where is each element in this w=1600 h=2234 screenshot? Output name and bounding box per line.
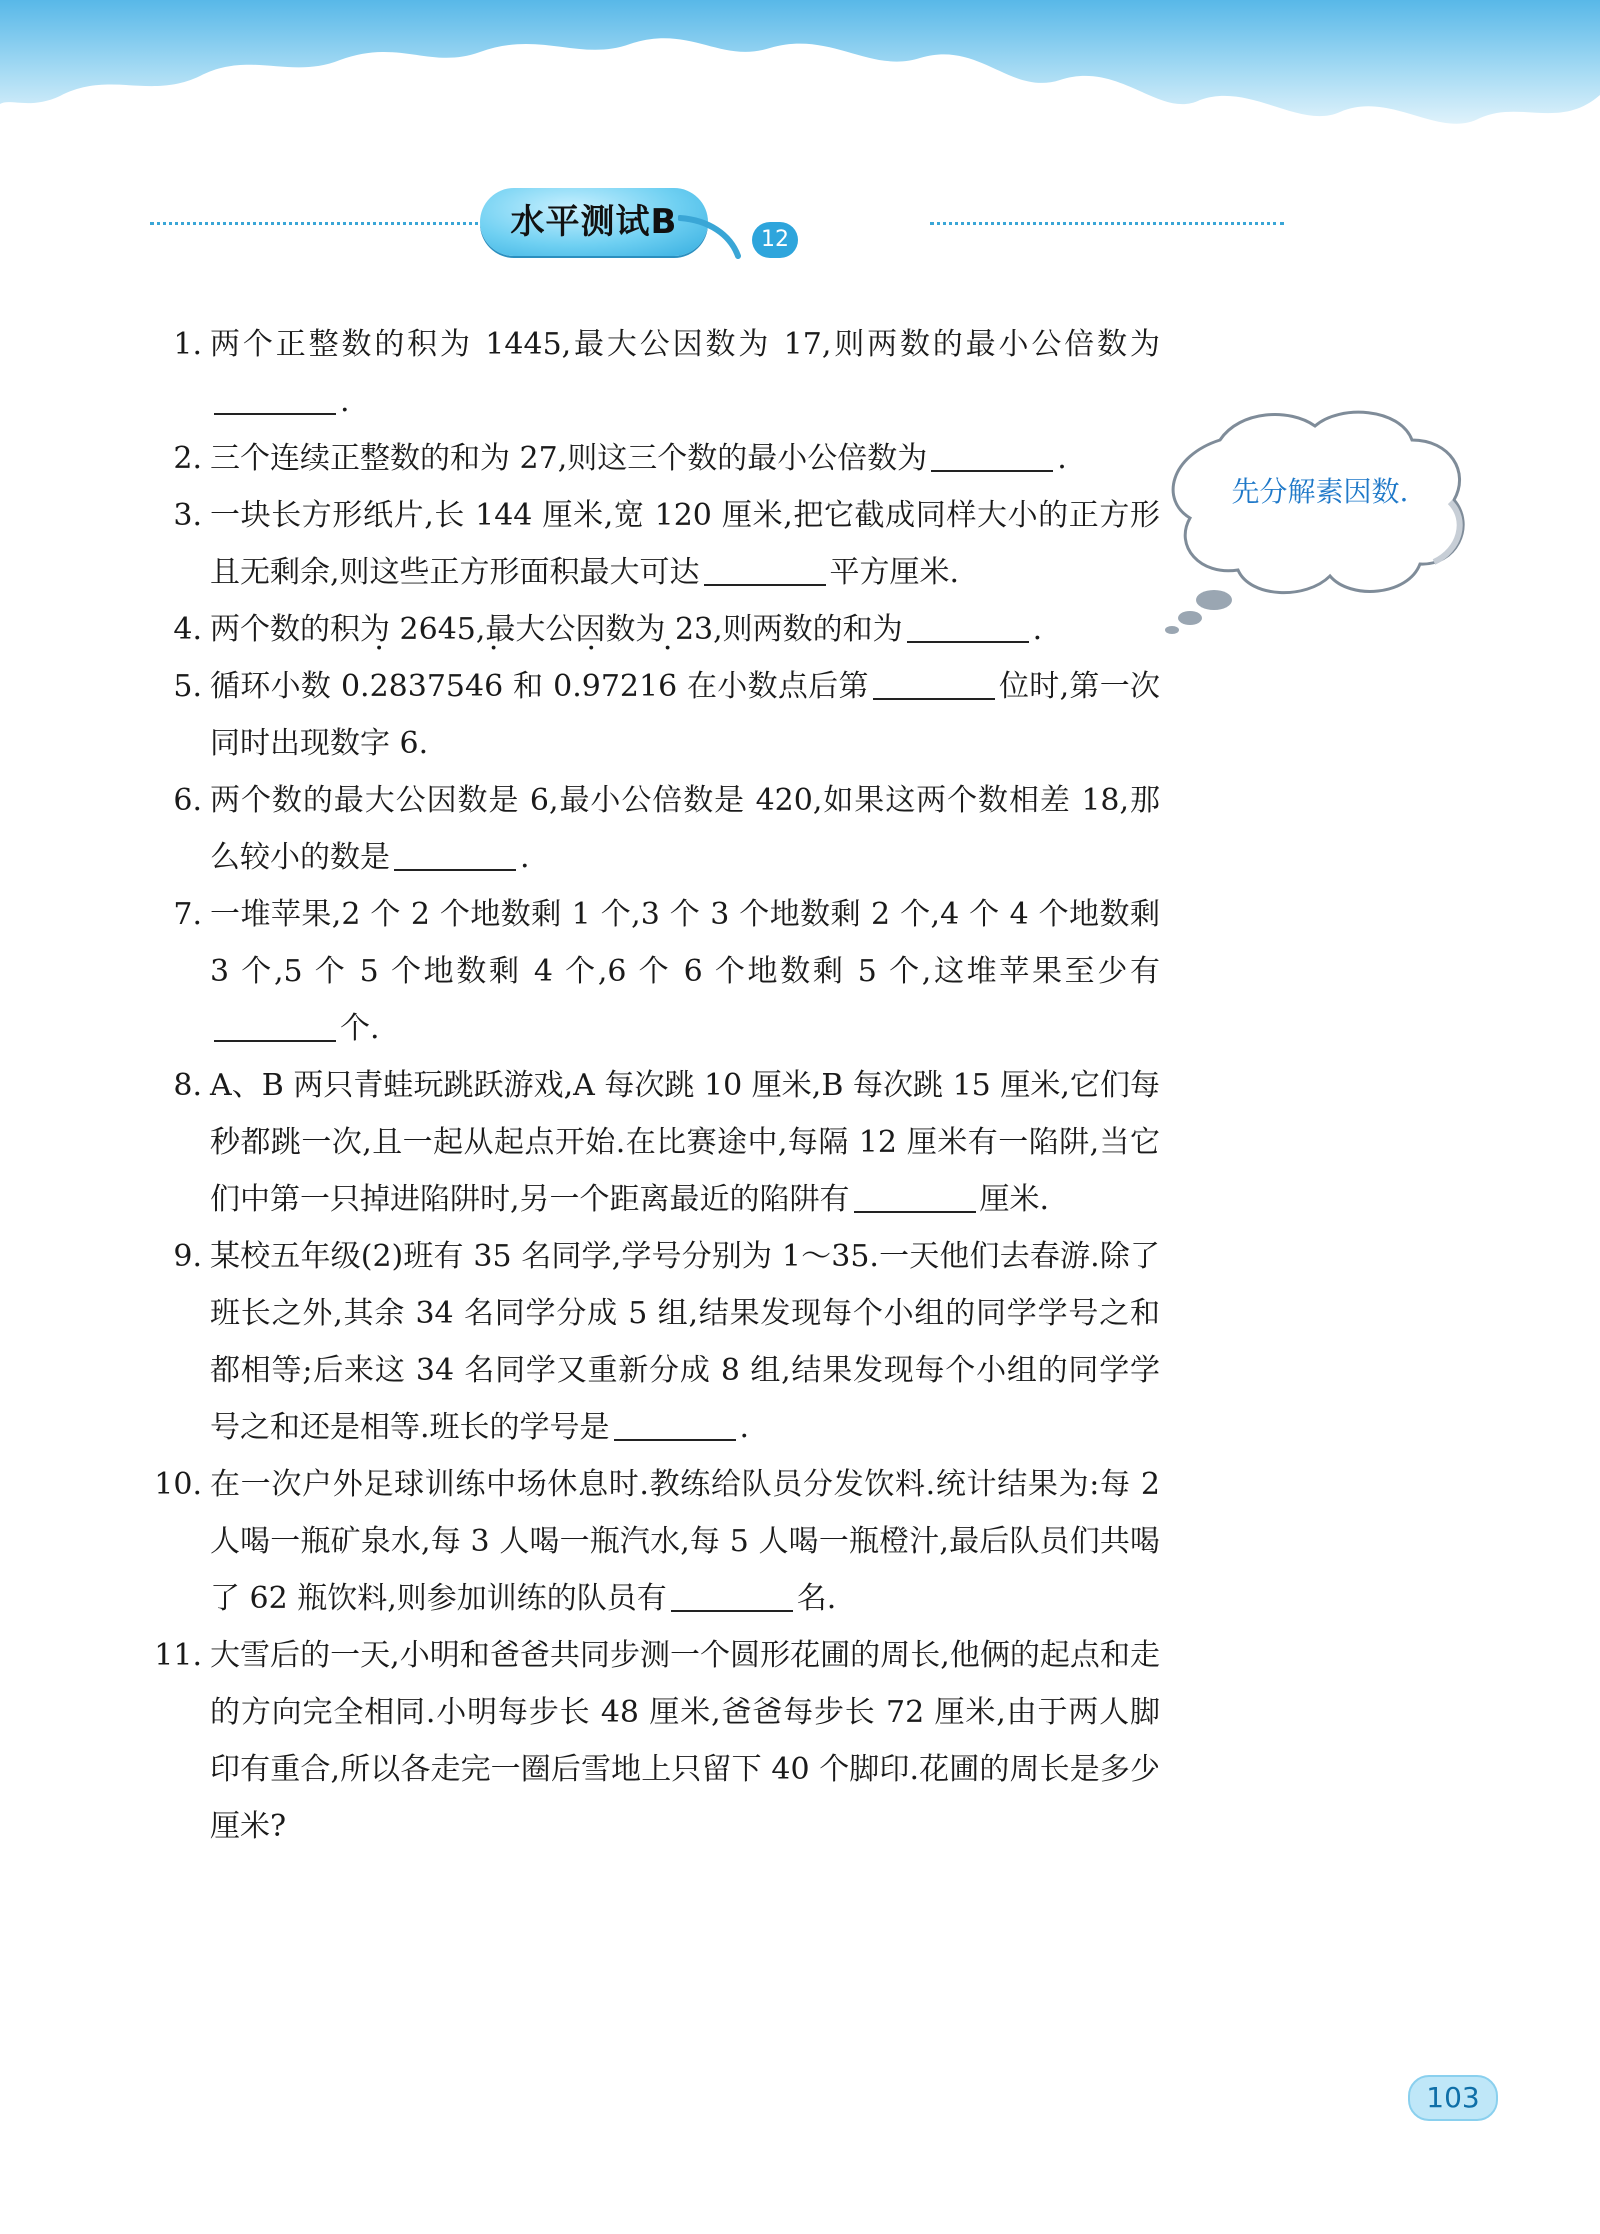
answer-blank[interactable] bbox=[854, 1181, 976, 1213]
dotted-rule-right bbox=[930, 222, 1284, 225]
repeating-digit: · 9 bbox=[582, 658, 601, 715]
chapter-number-badge: 12 bbox=[752, 222, 798, 258]
hint-text: 先分解素因数. bbox=[1231, 475, 1409, 508]
repeating-digit: · 6 bbox=[658, 658, 677, 715]
section-title: 水平测试B bbox=[480, 188, 708, 256]
problem-number: 4. bbox=[173, 612, 202, 647]
problem-number: 11. bbox=[154, 1638, 202, 1673]
problem-number: 5. bbox=[173, 669, 202, 704]
problem-number: 3. bbox=[173, 498, 202, 533]
problem-number: 1. bbox=[173, 327, 202, 362]
problem-text: 一堆苹果,2 个 2 个地数剩 1 个,3 个 3 个地数剩 2 个,4 个 4 个地数剩 3 个,5 个 5 个地数剩 4 个,6 个 6 个地数剩 5 个,这堆苹果至少有个. bbox=[210, 897, 1160, 1046]
answer-blank[interactable] bbox=[704, 554, 826, 586]
problem-item bbox=[150, 658, 1160, 772]
answer-blank[interactable] bbox=[214, 1010, 336, 1042]
problem-item bbox=[150, 601, 1160, 658]
answer-blank[interactable] bbox=[214, 383, 336, 415]
problem-item bbox=[150, 1627, 1160, 1855]
problem-number: 7. bbox=[173, 897, 202, 932]
answer-blank[interactable] bbox=[907, 611, 1029, 643]
problem-text: 在一次户外足球训练中场休息时.教练给队员分发饮料.统计结果为:每 2 人喝一瓶矿泉水,每 3 人喝一瓶汽水,每 5 人喝一瓶橙汁,最后队员们共喝了 62 瓶饮料,则参加训练的队员有 名. bbox=[210, 1467, 1160, 1616]
page-number: 103 bbox=[1408, 2075, 1498, 2121]
answer-blank[interactable] bbox=[873, 668, 995, 700]
problem-item bbox=[150, 772, 1160, 886]
answer-blank[interactable] bbox=[931, 440, 1053, 472]
repeating-digit: · 6 bbox=[484, 658, 503, 715]
problem-item bbox=[150, 487, 1160, 601]
problem-number: 2. bbox=[173, 441, 202, 476]
swoosh-arrow-icon bbox=[678, 210, 748, 266]
problem-text: 某校五年级(2)班有 35 名同学,学号分别为 1～35.一天他们去春游.除了班长之外,其余 34 名同学分成 5 组,结果发现每个小组的同学学号之和都相等;后来这 34 名同学又重新分成 8 组,结果发现每个小组的同学学号之和还是相等.班长的学号是 . bbox=[210, 1239, 1160, 1445]
problem-item bbox=[150, 316, 1160, 430]
problem-number: 10. bbox=[154, 1467, 202, 1502]
answer-blank[interactable] bbox=[671, 1580, 793, 1612]
problem-text: 两个数的积为 2645,最大公因数为 23,则两数的和为 . bbox=[210, 612, 1043, 647]
problem-text: 一块长方形纸片,长 144 厘米,宽 120 厘米,把它截成同样大小的正方形且无剩余,则这些正方形面积最大可达 平方厘米. bbox=[210, 498, 1160, 590]
thought-bubble-icon bbox=[1150, 400, 1480, 640]
problem-text: 循环小数 0.· 283754· 6 和 0.· 9721· 6 在小数点后第 位时,第一次同时出现数字 6. bbox=[210, 658, 1160, 772]
problem-number: 8. bbox=[173, 1068, 202, 1103]
problem-number: 9. bbox=[173, 1239, 202, 1274]
problem-text: 两个数的最大公因数是 6,最小公倍数是 420,如果这两个数相差 18,那么较小的数是 . bbox=[210, 783, 1160, 875]
problem-item bbox=[150, 430, 1160, 487]
problem-item bbox=[150, 1228, 1160, 1456]
answer-blank[interactable] bbox=[394, 839, 516, 871]
problem-text: 大雪后的一天,小明和爸爸共同步测一个圆形花圃的周长,他俩的起点和走的方向完全相同.小明每步长 48 厘米,爸爸每步长 72 厘米,由于两人脚印有重合,所以各走完一圈后雪地上只留下 40 个脚印.花圃的周长是多少厘米? bbox=[210, 1638, 1160, 1844]
answer-blank[interactable] bbox=[614, 1409, 736, 1441]
problem-item bbox=[150, 1456, 1160, 1627]
section-header bbox=[140, 180, 1150, 270]
problem-text: A、B 两只青蛙玩跳跃游戏,A 每次跳 10 厘米,B 每次跳 15 厘米,它们每秒都跳一次,且一起从起点开始.在比赛途中,每隔 12 厘米有一陷阱,当它们中第一只掉进陷阱时,另一个距离最近的陷阱有 厘米. bbox=[210, 1068, 1160, 1217]
problem-text: 两个正整数的积为 1445,最大公因数为 17,则两数的最小公倍数为. bbox=[210, 327, 1160, 419]
problem-text: 三个连续正整数的和为 27,则这三个数的最小公倍数为 . bbox=[210, 441, 1067, 476]
problem-item bbox=[150, 1057, 1160, 1228]
problem-list bbox=[150, 316, 1160, 1855]
problem-number: 6. bbox=[173, 783, 202, 818]
repeating-digit: · 2 bbox=[370, 658, 389, 715]
problem-item bbox=[150, 886, 1160, 1057]
